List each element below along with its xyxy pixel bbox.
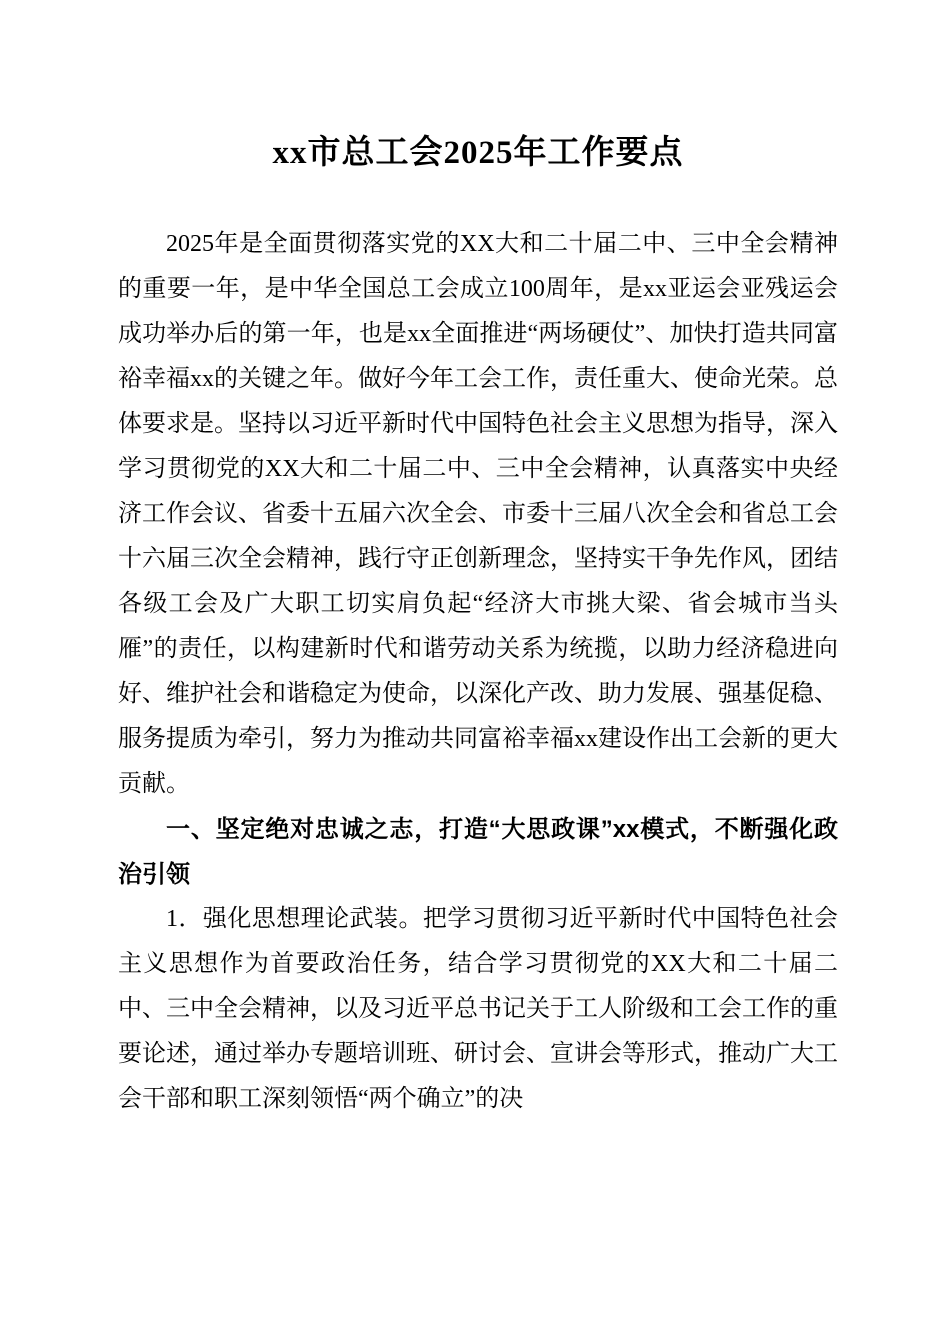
section-heading-1: 一、坚定绝对忠诚之志，打造“大思政课”xx模式，不断强化政治引领 (118, 816, 838, 888)
numbered-paragraph-1: 1．强化思想理论武装。把学习贯彻习近平新时代中国特色社会主义思想作为首要政治任务，结合学习贯彻党的XX大和二十届二中、三中全会精神，以及习近平总书记关于工人阶级和工会工作的重要论述，通过举办专题培训班、研讨会、宣讲会等形式，推动广大工会干部和职工深刻领悟“两个确立”的决 (118, 906, 838, 1112)
document-title: xx市总工会2025年工作要点 (272, 135, 684, 171)
intro-paragraph: 2025年是全面贯彻落实党的XX大和二十届二中、三中全会精神的重要一年，是中华全国总工会成立100周年，是xx亚运会亚残运会成功举办后的第一年，也是xx全面推进“两场硬仗”、加快打造共同富裕幸福xx的关键之年。做好今年工会工作，责任重大、使命光荣。总体要求是。坚持以习近平新时代中国特色社会主义思想为指导，深入学习贯彻党的XX大和二十届二中、三中全会精神，认真落实中央经济工作会议、省委十五届六次全会、市委十三届八次全会和省总工会十六届三次全会精神，践行守正创新理念，坚持实干争先作风，团结各级工会及广大职工切实肩负起“经济大市挑大梁、省会城市当头雁”的责任，以构建新时代和谐劳动关系为统揽，以助力经济稳进向好、维护社会和谐稳定为使命，以深化产改、助力发展、强基促稳、服务提质为牵引，努力为推动共同富裕幸福xx建设作出工会新的更大贡献。 (118, 231, 838, 797)
